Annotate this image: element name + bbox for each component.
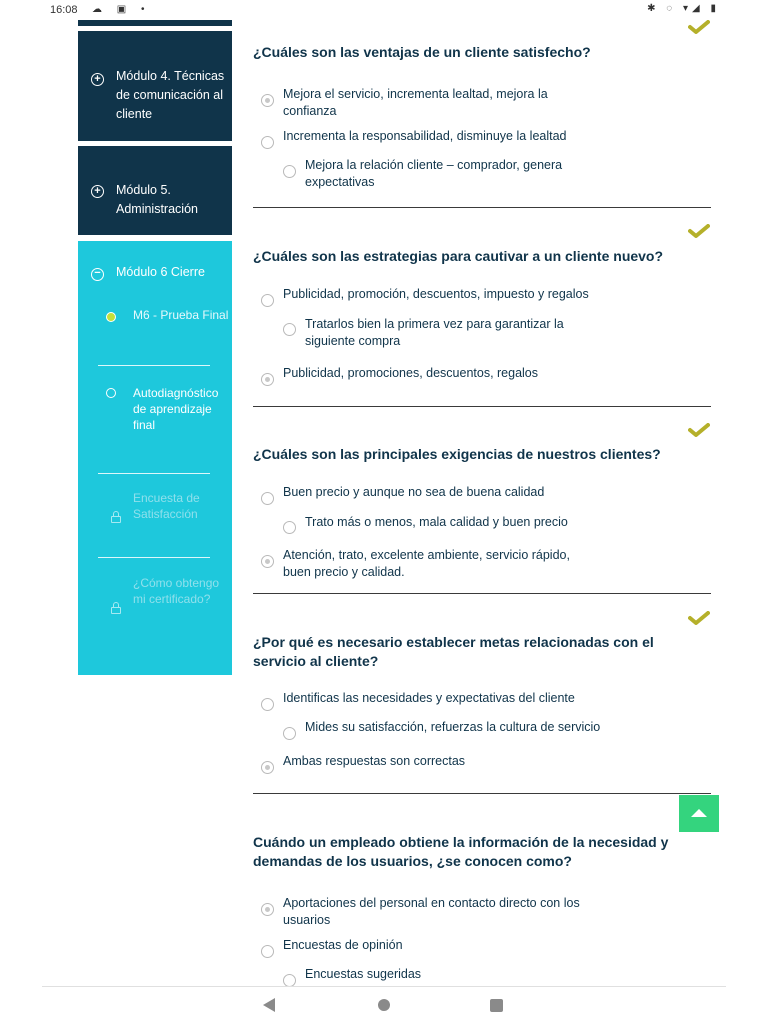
sidebar-item-encuesta: Encuesta de Satisfacción [133,491,200,521]
home-circle-icon[interactable] [378,999,390,1011]
sidebar-module-label: Módulo 6 Cierre [116,265,205,279]
minus-circle-icon: − [91,268,104,281]
option-label[interactable]: Identificas las necesidades y expectativas del cliente [283,691,575,705]
question-title: Cuándo un empleado obtiene la información de la necesidad y demandas de los usuarios, ¿se conocen como? [253,834,669,869]
option-radio[interactable] [283,165,296,178]
notification-icons: ☁ ▣ • [92,4,151,15]
status-time: 16:08 [50,4,78,16]
question-divider [253,793,711,794]
recent-apps-square-icon[interactable] [490,999,503,1012]
option-radio[interactable] [261,945,274,958]
lock-icon [111,511,121,523]
option-label[interactable]: Ambas respuestas son correctas [283,754,466,768]
option-label[interactable]: Mejora el servicio, incrementa lealtad, mejora la confianza [283,87,548,118]
sidebar-item-certificado: ¿Cómo obtengo mi certificado? [133,576,220,606]
sidebar-item-autodiagnostico[interactable]: Autodiagnóstico de aprendizaje final [133,386,219,432]
option-radio[interactable] [283,521,296,534]
sidebar-separator [98,557,210,558]
option-label[interactable]: Aportaciones del personal en contacto directo con los usuarios [283,896,580,927]
sidebar-module-label: Módulo 5. Administración [116,183,198,216]
sidebar-separator [98,473,210,474]
option-label[interactable]: Incrementa la responsabilidad, disminuye la lealtad [283,129,567,143]
sidebar-module-4[interactable] [78,31,232,141]
option-radio[interactable] [261,698,274,711]
status-bar [0,0,768,20]
option-label[interactable]: Atención, trato, excelente ambiente, servicio rápido, buen precio y calidad. [283,548,570,579]
option-radio[interactable] [261,492,274,505]
option-label[interactable]: Encuestas sugeridas [305,967,422,981]
sidebar-separator [98,365,210,366]
active-status-dot-icon [106,312,116,322]
question-divider [253,406,711,407]
option-radio[interactable] [261,761,274,774]
option-label[interactable]: Buen precio y aunque no sea de buena calidad [283,485,545,499]
lock-icon [111,602,121,614]
plus-circle-icon: + [91,185,104,198]
option-radio[interactable] [283,323,296,336]
option-label[interactable]: Publicidad, promociones, descuentos, regalos [283,366,539,380]
correct-check-icon [688,20,710,34]
option-label[interactable]: Mides su satisfacción, refuerzas la cultura de servicio [305,720,601,734]
question-title: ¿Cuáles son las principales exigencias de nuestros clientes? [253,446,661,462]
back-triangle-icon[interactable] [263,998,275,1012]
correct-check-icon [688,224,710,238]
option-radio[interactable] [261,903,274,916]
option-label[interactable]: Encuestas de opinión [283,938,403,952]
option-label[interactable]: Tratarlos bien la primera vez para garantizar la siguiente compra [305,317,564,348]
option-radio[interactable] [283,727,296,740]
sidebar-module-6[interactable] [78,241,232,675]
sidebar-item-prueba-final[interactable]: M6 - Prueba Final [133,308,229,322]
scroll-to-top-button[interactable] [679,795,719,832]
option-radio[interactable] [261,555,274,568]
circle-status-icon [106,388,116,398]
sidebar-top-edge [78,20,232,26]
sidebar-module-5[interactable] [78,146,232,235]
question-title: ¿Por qué es necesario establecer metas relacionadas con el servicio al cliente? [253,634,654,669]
sidebar-module-label: Módulo 4. Técnicas de comunicación al cliente [116,69,225,121]
plus-circle-icon: + [91,73,104,86]
option-label[interactable]: Mejora la relación cliente – comprador, genera expectativas [305,158,563,189]
option-label[interactable]: Trato más o menos, mala calidad y buen precio [305,515,568,529]
option-radio[interactable] [261,294,274,307]
question-title: ¿Cuáles son las estrategias para cautivar a un cliente nuevo? [253,248,664,264]
option-radio[interactable] [261,136,274,149]
correct-check-icon [688,423,710,437]
correct-check-icon [688,611,710,625]
nav-bar-divider [42,986,726,987]
system-status-icons: ✱ ◌ ▾◢ ▮ [647,3,720,14]
question-divider [253,593,711,594]
question-title: ¿Cuáles son las ventajas de un cliente satisfecho? [253,44,591,60]
option-radio[interactable] [261,94,274,107]
question-divider [253,207,711,208]
option-radio[interactable] [261,373,274,386]
option-label[interactable]: Publicidad, promoción, descuentos, impuesto y regalos [283,287,589,301]
